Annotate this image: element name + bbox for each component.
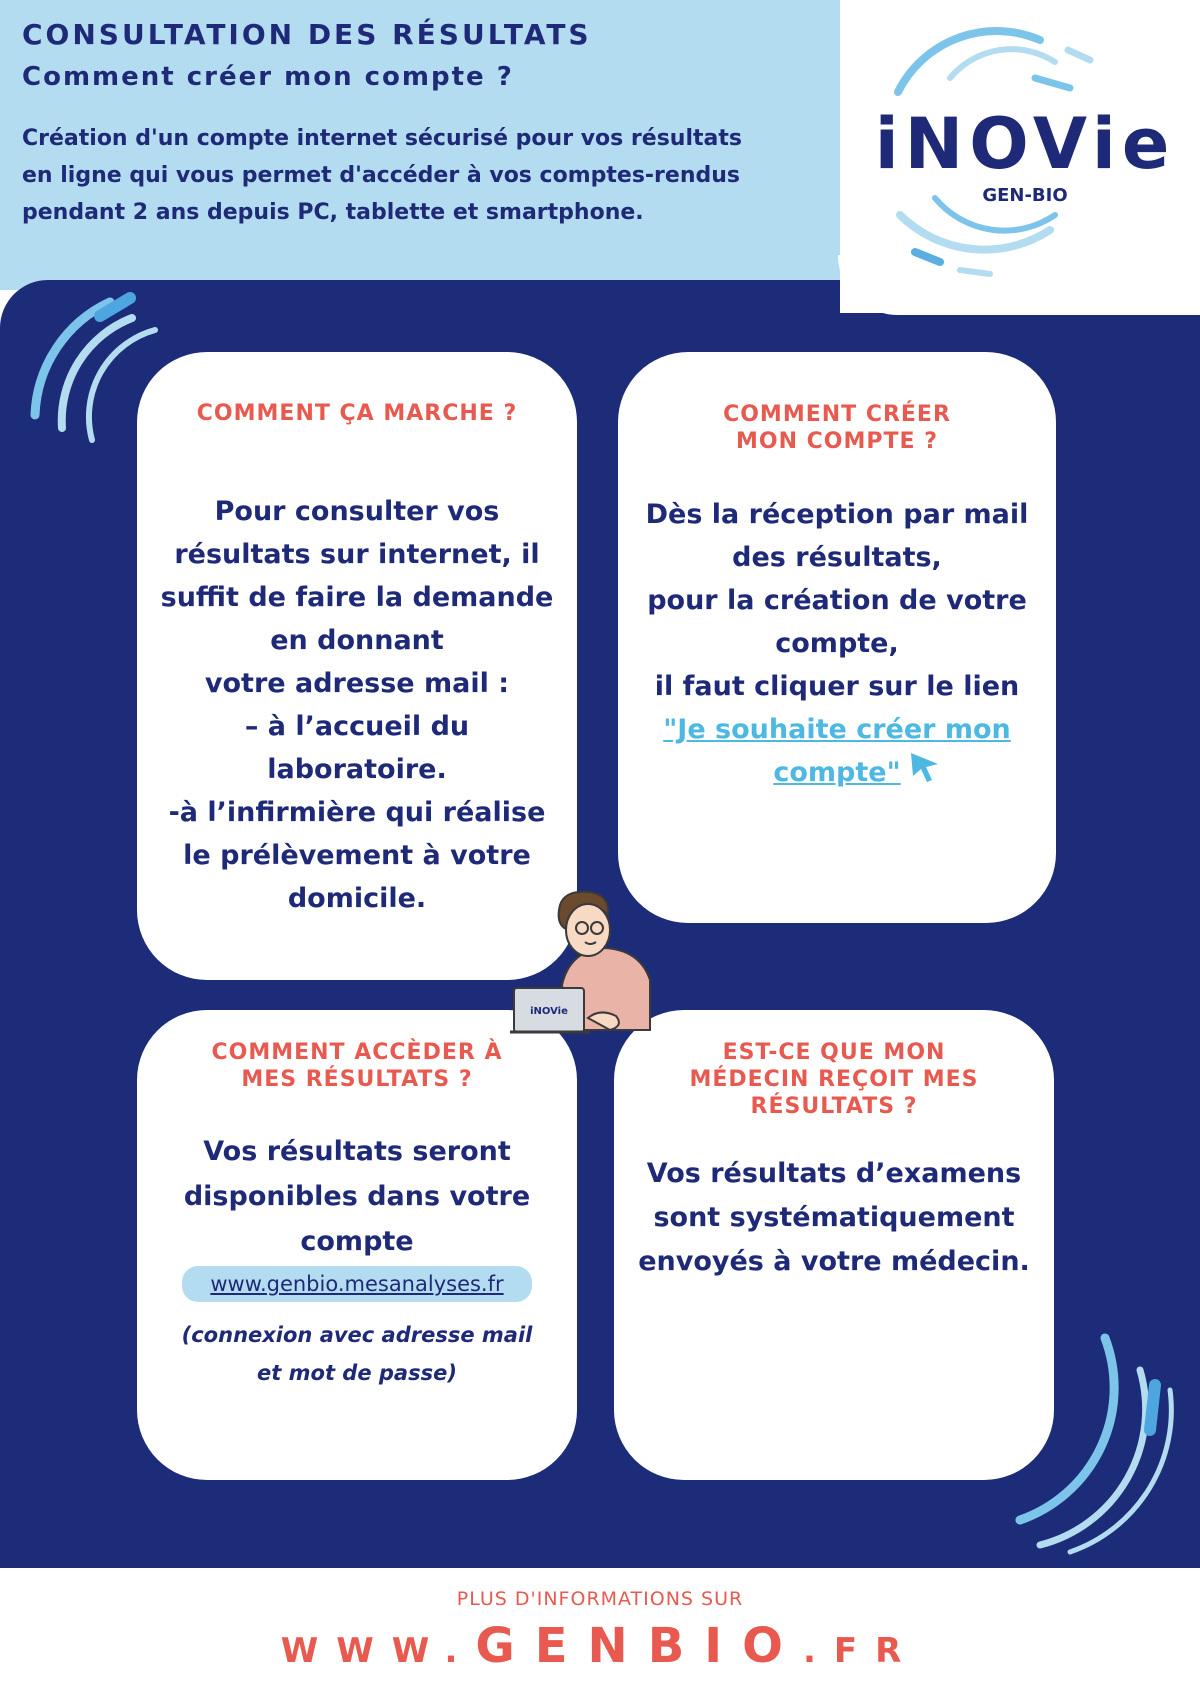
logo-arc-icon xyxy=(1068,50,1090,60)
card-body-line: le prélèvement à votre xyxy=(183,840,531,871)
results-url-link[interactable]: www.genbio.mesanalyses.fr xyxy=(182,1266,531,1302)
card-body xyxy=(632,493,1042,794)
card-create-account xyxy=(618,352,1056,923)
card-title xyxy=(614,1039,1054,1120)
card-title-line: RÉSULTATS ? xyxy=(750,1094,918,1119)
create-account-link[interactable] xyxy=(632,708,1042,794)
card-how-it-works xyxy=(137,352,577,980)
header-banner xyxy=(0,0,840,290)
description-line: Création d'un compte internet sécurisé pour vos résultats xyxy=(22,126,742,151)
card-body-line: il faut cliquer sur le lien xyxy=(654,671,1020,702)
card-body-line: envoyés à votre médecin. xyxy=(638,1246,1030,1277)
card-title xyxy=(618,401,1056,455)
laptop-logo: iNOVie xyxy=(530,1006,568,1017)
card-body-line: en donnant xyxy=(270,625,444,656)
logo-box xyxy=(840,0,1200,313)
card-title-line: COMMENT ACCÈDER À xyxy=(211,1040,503,1065)
card-body-line: suffit de faire la demande xyxy=(160,582,554,613)
description-line: pendant 2 ans depuis PC, tablette et smartphone. xyxy=(22,200,644,225)
note-line: et mot de passe) xyxy=(257,1361,457,1385)
link-line: "Je souhaite créer mon xyxy=(663,714,1011,745)
login-note xyxy=(167,1316,547,1392)
card-body-line: disponibles dans votre xyxy=(183,1181,531,1212)
card-body xyxy=(152,490,562,920)
logo-arc-icon xyxy=(1035,78,1070,88)
card-body-line: Vos résultats seront xyxy=(203,1136,511,1167)
card-body xyxy=(624,1152,1044,1284)
card-body-line: résultats sur internet, il xyxy=(174,539,540,570)
card-title xyxy=(137,1039,577,1093)
logo-subbrand: GEN-BIO xyxy=(982,185,1068,206)
inovie-logo xyxy=(840,0,1200,300)
card-title-line: EST-CE QUE MON xyxy=(722,1040,946,1065)
card-body-line: domicile. xyxy=(287,883,427,914)
page-title: CONSULTATION DES RÉSULTATS xyxy=(22,18,592,51)
card-body-line: pour la création de votre xyxy=(647,585,1027,616)
page-subtitle: Comment créer mon compte ? xyxy=(22,62,514,92)
footer-label: PLUS D'INFORMATIONS SUR xyxy=(456,1588,744,1610)
card-access-results xyxy=(137,1010,577,1480)
logo-arc-icon xyxy=(915,252,940,262)
header-description xyxy=(22,120,822,231)
card-body xyxy=(152,1129,562,1264)
card-title-line: MES RÉSULTATS ? xyxy=(241,1067,473,1092)
card-body-line: Dès la réception par mail xyxy=(645,499,1029,530)
cursor-icon xyxy=(908,750,942,784)
card-body-line: sont systématiquement xyxy=(653,1202,1015,1233)
card-title-line: COMMENT CRÉER xyxy=(723,402,951,427)
logo-arc-icon xyxy=(960,270,990,274)
card-title-line: MON COMPTE ? xyxy=(736,429,938,454)
card-title: COMMENT ÇA MARCHE ? xyxy=(196,401,518,426)
description-line: en ligne qui vous permet d'accéder à vos comptes-rendus xyxy=(22,163,740,188)
card-body-line: – à l’accueil du xyxy=(244,711,470,742)
footer-url-main: GENBIO xyxy=(475,1618,803,1674)
logo-arc-icon xyxy=(950,49,1055,78)
note-line: (connexion avec adresse mail xyxy=(181,1323,533,1347)
card-body-line: compte, xyxy=(775,628,899,659)
card-body-line: Vos résultats d’examens xyxy=(646,1158,1022,1189)
card-body-line: -à l’infirmière qui réalise xyxy=(168,797,546,828)
footer-url-suffix: .FR xyxy=(802,1631,920,1671)
link-line: compte" xyxy=(773,757,901,788)
logo-brand: iNOVie xyxy=(874,103,1176,185)
person-laptop-illustration xyxy=(500,890,710,1040)
card-doctor-results xyxy=(614,1010,1054,1480)
card-body-line: des résultats, xyxy=(732,542,942,573)
footer-url-prefix: WWW. xyxy=(280,1631,476,1671)
logo-arc-icon xyxy=(900,215,1050,250)
card-title-line: MÉDECIN REÇOIT MES xyxy=(689,1067,979,1092)
footer-website-link[interactable] xyxy=(0,1616,1200,1687)
card-body-line: Pour consulter vos xyxy=(214,496,500,527)
card-body-line: votre adresse mail : xyxy=(204,668,510,699)
card-body-line: compte xyxy=(300,1226,414,1257)
card-body-line: laboratoire. xyxy=(267,754,447,785)
